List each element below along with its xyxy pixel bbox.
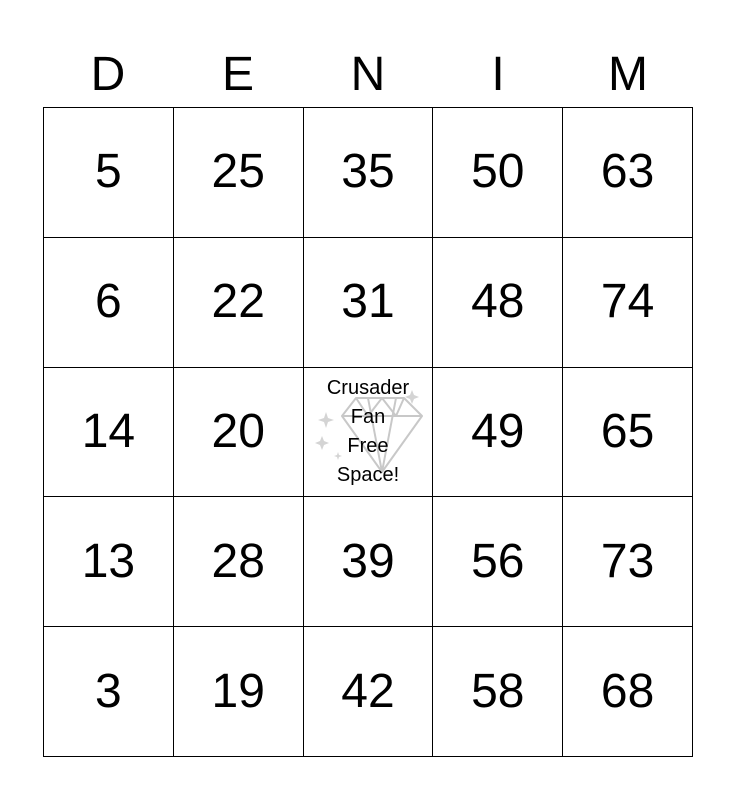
cell-number: 13 — [81, 534, 136, 588]
cell-number: 49 — [471, 404, 525, 458]
bingo-cell[interactable] — [174, 368, 304, 498]
bingo-cell[interactable] — [304, 627, 434, 757]
header-letter-i: I — [491, 48, 505, 101]
bingo-header — [43, 44, 693, 106]
bingo-cell[interactable] — [563, 108, 693, 238]
bingo-cell[interactable] — [44, 368, 174, 498]
bingo-cell[interactable] — [563, 627, 693, 757]
bingo-cell[interactable] — [563, 497, 693, 627]
bingo-cell[interactable] — [304, 497, 434, 627]
free-space-line: Space! — [336, 463, 400, 486]
header-letter-d: D — [90, 48, 126, 101]
cell-number: 28 — [211, 534, 265, 588]
cell-number: 68 — [600, 664, 655, 718]
free-space-cell[interactable] — [304, 368, 434, 498]
free-space-line: Free — [347, 434, 389, 457]
bingo-board — [43, 107, 693, 757]
bingo-cell[interactable] — [433, 627, 563, 757]
cell-number: 14 — [81, 404, 136, 458]
bingo-cell[interactable] — [174, 627, 304, 757]
bingo-cell[interactable] — [44, 627, 174, 757]
free-space-label — [327, 374, 409, 490]
header-letter-n: N — [350, 48, 386, 101]
cell-number: 5 — [95, 145, 122, 199]
cell-number: 42 — [341, 664, 395, 718]
bingo-cell[interactable] — [563, 368, 693, 498]
cell-number: 6 — [95, 275, 122, 329]
bingo-cell[interactable] — [433, 497, 563, 627]
cell-number: 35 — [341, 145, 395, 199]
free-space-line: Fan — [350, 405, 386, 428]
bingo-cell[interactable] — [44, 108, 174, 238]
cell-number: 25 — [211, 145, 265, 199]
header-letter-e: E — [221, 48, 254, 101]
bingo-cell[interactable] — [304, 108, 434, 238]
cell-number: 63 — [600, 145, 655, 199]
bingo-cell[interactable] — [563, 238, 693, 368]
cell-number: 3 — [95, 664, 122, 718]
cell-number: 58 — [471, 664, 525, 718]
bingo-cell[interactable] — [433, 238, 563, 368]
cell-number: 31 — [341, 275, 395, 329]
header-letter-m: M — [608, 48, 648, 101]
cell-number: 65 — [600, 404, 655, 458]
free-space-line: Crusader — [326, 376, 410, 399]
bingo-cell[interactable] — [433, 108, 563, 238]
bingo-cell[interactable] — [174, 108, 304, 238]
bingo-cell[interactable] — [174, 497, 304, 627]
cell-number: 48 — [471, 275, 525, 329]
bingo-cell[interactable] — [44, 497, 174, 627]
cell-number: 73 — [600, 534, 655, 588]
cell-number: 50 — [471, 145, 525, 199]
cell-number: 20 — [211, 404, 265, 458]
cell-number: 22 — [211, 275, 265, 329]
cell-number: 56 — [471, 534, 525, 588]
bingo-cell[interactable] — [304, 238, 434, 368]
cell-number: 19 — [211, 664, 265, 718]
bingo-cell[interactable] — [174, 238, 304, 368]
bingo-cell[interactable] — [44, 238, 174, 368]
cell-number: 39 — [341, 534, 395, 588]
bingo-cell[interactable] — [433, 368, 563, 498]
cell-number: 74 — [600, 275, 655, 329]
